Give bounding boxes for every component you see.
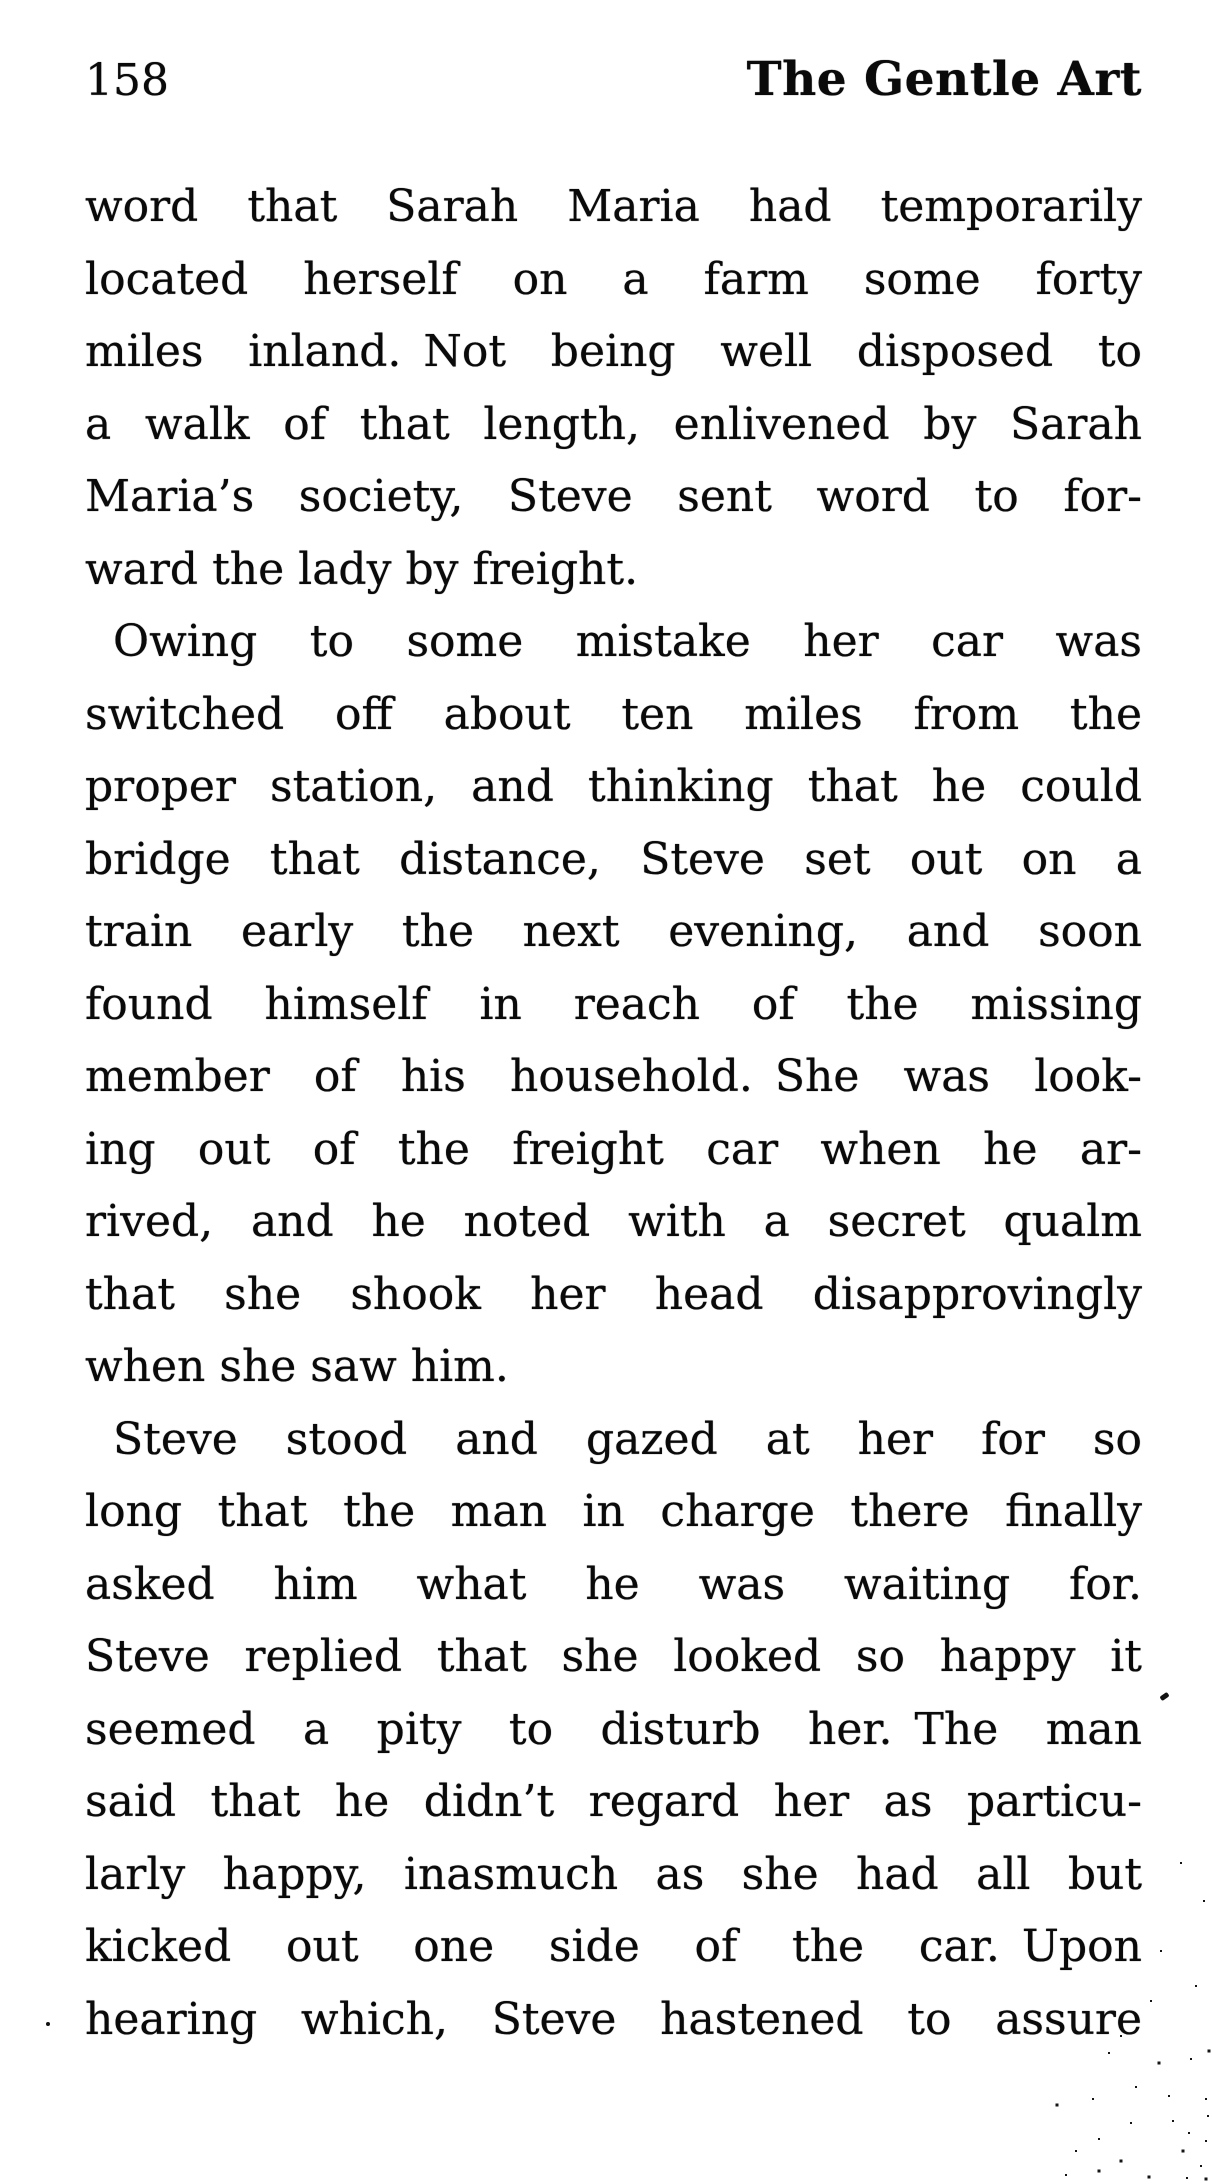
text-line: ing out of the freight car when he ar- — [85, 1123, 1142, 1175]
scan-speck — [46, 2022, 50, 2026]
text-line: Owing to some mistake her car was — [113, 616, 1142, 667]
text-line: located herself on a farm some forty — [85, 253, 1142, 305]
text-line: Steve replied that she looked so happy it — [85, 1631, 1142, 1682]
text-line: larly happy, inasmuch as she had all but — [85, 1848, 1142, 1900]
text-line: found himself in reach of the missing — [85, 978, 1142, 1030]
text-line: proper station, and thinking that he could — [85, 761, 1142, 812]
text-line: kicked out one side of the car. Upon — [85, 1921, 1142, 1972]
text-line: word that Sarah Maria had temporarily — [85, 181, 1142, 232]
text-line: Maria’s society, Steve sent word to for- — [85, 471, 1142, 522]
text-line: asked him what he was waiting for. — [85, 1558, 1142, 1610]
page-number: 158 — [85, 55, 169, 106]
running-header-title: The Gentle Art — [746, 52, 1142, 107]
text-line: that she shook her head disapprovingly — [85, 1268, 1142, 1320]
text-line: rived, and he noted with a secret qualm — [85, 1196, 1142, 1247]
running-header — [0, 0, 1212, 109]
text-line: ward the lady by freight. — [85, 543, 639, 595]
body-text — [0, 109, 1212, 2056]
text-line: switched off about ten miles from the — [85, 688, 1142, 740]
scan-noise — [0, 0, 2, 2]
text-line: said that he didn’t regard her as particu- — [85, 1776, 1142, 1827]
text-line: long that the man in charge there finally — [85, 1486, 1142, 1537]
text-line: when she saw him. — [85, 1341, 509, 1392]
text-line: train early the next evening, and soon — [85, 906, 1142, 957]
text-line: bridge that distance, Steve set out on a — [85, 833, 1142, 885]
text-line: miles inland. Not being well disposed to — [85, 326, 1142, 377]
text-line: member of his household. She was look- — [85, 1051, 1142, 1102]
text-line: seemed a pity to disturb her. The man — [85, 1703, 1142, 1755]
text-line: Steve stood and gazed at her for so — [113, 1413, 1142, 1465]
text-line: hearing which, Steve hastened to assure — [85, 1993, 1142, 2045]
text-line: a walk of that length, enlivened by Sarah — [85, 398, 1142, 450]
